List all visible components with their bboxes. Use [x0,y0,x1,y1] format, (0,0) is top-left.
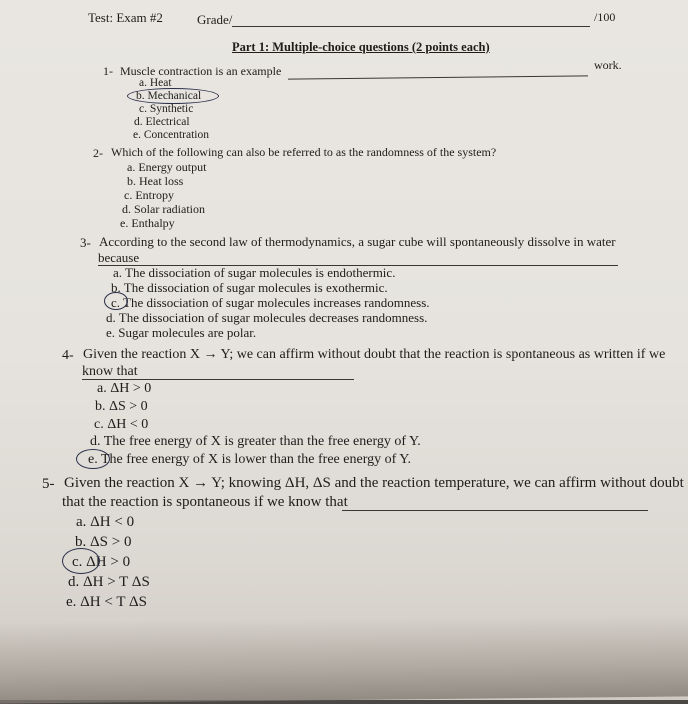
option-d: d. The dissociation of sugar molecules decreases randomness. [106,310,428,325]
option-c: c. ΔH < 0 [94,417,149,432]
score-total: /100 [594,10,616,24]
question-number: 5- [42,476,55,492]
option-e: e. Sugar molecules are polar. [106,325,257,340]
grade-label: Grade/ [197,12,233,27]
question-stem: According to the second law of thermodynamics, a sugar cube will spontaneously dissolve in water [99,234,616,249]
answer-circle [127,88,219,104]
question-number: 1- [103,64,113,78]
option-d: d. ΔH > T ΔS [68,574,150,590]
option-e: e. The free energy of X is lower than the free energy of Y. [88,452,412,467]
answer-circle [76,449,110,469]
option-c: c. The dissociation of sugar molecules increases randomness. [111,295,430,310]
option-a: a. Heat [139,77,172,89]
option-d: d. The free energy of X is greater than the free energy of Y. [90,434,421,449]
answer-circle [62,548,100,574]
option-b: b. ΔS > 0 [95,399,148,414]
question-stem: Given the reaction X → Y; we can affirm without doubt that the reaction is spontaneous as written if we [83,347,666,362]
option-d: d. Solar radiation [122,202,205,216]
option-e: e. Enthalpy [120,216,175,230]
question-number: 2- [93,146,103,160]
option-a: a. Energy output [127,160,207,174]
option-c: c. ΔH > 0 [72,554,131,570]
question-stem: Which of the following can also be referred to as the randomness of the system? [111,145,497,159]
option-e: e. ΔH < T ΔS [66,594,147,610]
option-a: a. ΔH > 0 [97,381,152,396]
option-b: b. Mechanical [136,90,202,102]
part-title: Part 1: Multiple-choice questions (2 points each) [232,40,490,54]
answer-blank-line [288,75,588,79]
question-stem: Muscle contraction is an example [120,64,282,78]
hand-shadow [0,614,688,703]
question-stem-continued: because [98,250,140,265]
question-stem-continued: know that [82,364,138,379]
option-e: e. Concentration [133,129,210,141]
option-a: a. The dissociation of sugar molecules is endothermic. [113,265,396,280]
question-number: 3- [80,235,91,250]
answer-blank-line [82,379,354,380]
answer-blank-line [342,510,648,511]
option-b: b. Heat loss [127,174,184,188]
option-d: d. Electrical [134,116,190,128]
grade-blank-line [232,26,590,27]
option-c: c. Synthetic [139,103,194,115]
option-b: b. ΔS > 0 [75,534,132,550]
question-stem-continued: that the reaction is spontaneous if we know that [62,494,348,510]
question-number: 4- [62,348,74,363]
answer-circle [104,292,128,310]
question-stem: Given the reaction X → Y; knowing ΔH, ΔS and the reaction temperature, we can affirm without doubt [64,475,684,491]
option-b: b. The dissociation of sugar molecules is exothermic. [111,280,388,295]
question-trail: work. [594,58,622,72]
option-c: c. Entropy [124,188,174,202]
test-label: Test: Exam #2 [88,10,163,25]
option-a: a. ΔH < 0 [76,514,135,530]
